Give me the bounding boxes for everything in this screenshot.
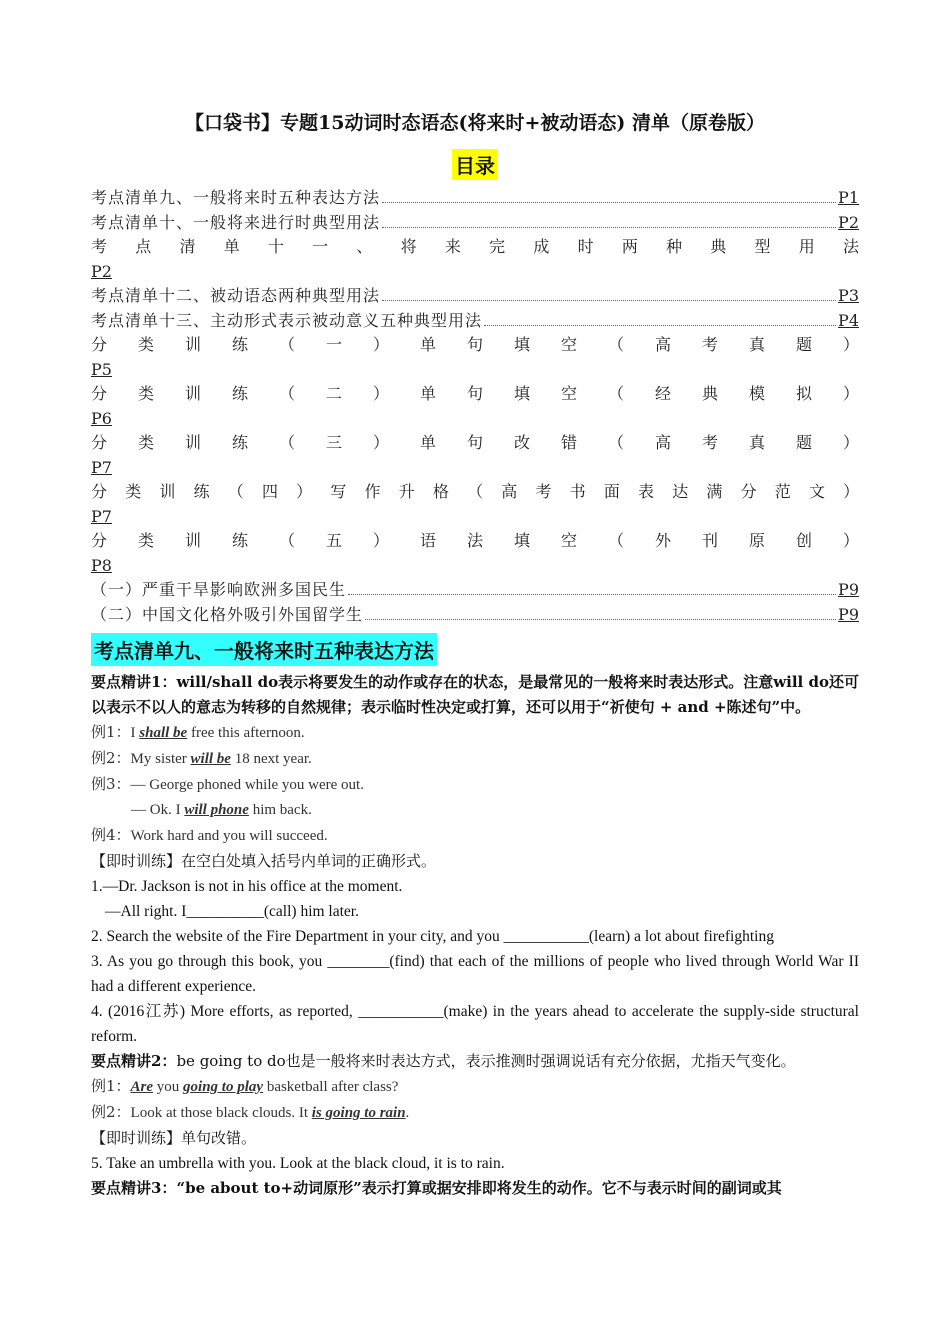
toc-entry-text: 分 类 训 练 （ 五 ） 语 法 填 空 （ 外 刊 原 创 ）: [91, 531, 860, 550]
practice-label: 【即时训练】单句改错。: [91, 1129, 257, 1147]
toc-entry[interactable]: 考点清单十三、主动形式表示被动意义五种典型用法 P4: [91, 309, 859, 334]
document-title: 【口袋书】专题15动词时态语态(将来时+被动语态) 清单（原卷版）: [185, 112, 765, 134]
toc-entry[interactable]: [91, 529, 859, 578]
toc-page-number: P1: [838, 188, 859, 207]
toc-page-number: P8: [91, 555, 112, 575]
toc-page-number: P3: [838, 286, 859, 305]
toc-entry-text: 分 类 训 练 （ 二 ） 单 句 填 空 （ 经 典 模 拟 ）: [91, 384, 860, 403]
question: 1.—Dr. Jackson is not in his office at the moment.: [91, 878, 403, 895]
toc-page-number: P2: [91, 261, 112, 281]
example: — Ok. I will phone him back.: [131, 802, 312, 818]
toc-entry[interactable]: [91, 431, 859, 480]
toc-entry[interactable]: （二）中国文化格外吸引外国留学生 P9: [91, 603, 859, 628]
toc-page-number: P9: [838, 580, 859, 599]
section-heading: 考点清单九、一般将来时五种表达方法: [91, 633, 437, 666]
key-point-3: 要点精讲3：“be about to+动词原形”表示打算或据安排即将发生的动作。它不与表示时间的副词或其: [91, 1179, 782, 1197]
example: 例1：Are you going to play basketball after class?: [91, 1077, 399, 1095]
example: 例1：I shall be free this afternoon.: [91, 723, 305, 741]
toc-entry[interactable]: 考点清单九、一般将来时五种表达方法 P1: [91, 186, 859, 211]
toc-entry-text: 分 类 训 练 （ 一 ） 单 句 填 空 （ 高 考 真 题 ）: [91, 335, 860, 354]
question: —All right. I__________(call) him later.: [105, 903, 359, 920]
practice-label: 【即时训练】在空白处填入括号内单词的正确形式。: [91, 852, 437, 870]
toc-entry[interactable]: （一）严重干旱影响欧洲多国民生 P9: [91, 578, 859, 603]
toc-entry-text: 分 类 训 练 （ 四 ） 写 作 升 格 （ 高 考 书 面 表 达 满 分 范 文 ）: [91, 482, 860, 501]
toc-entry-text: 考 点 清 单 十 一 、 将 来 完 成 时 两 种 典 型 用 法: [91, 237, 859, 256]
toc-page-number: P7: [91, 506, 112, 526]
key-point-2: 要点精讲2：be going to do也是一般将来时表达方式，表示推测时强调说话有充分依据，尤指天气变化。: [91, 1052, 796, 1070]
question: 2. Search the website of the Fire Department in your city, and you ___________(learn) a lot about firefighting: [91, 928, 774, 945]
toc-page-number: P4: [838, 310, 859, 330]
example: 例3：— George phoned while you were out.: [91, 775, 364, 793]
toc-entry[interactable]: [91, 382, 859, 431]
table-of-contents: [91, 186, 859, 627]
toc-page-number: P7: [91, 457, 112, 477]
example: 例4：Work hard and you will succeed.: [91, 826, 328, 844]
example: 例2：My sister will be 18 next year.: [91, 749, 312, 767]
key-point-1: 要点精讲1：will/shall do表示将要发生的动作或存在的状态，是最常见的一般将来时表达形式。注意will do还可以表示不以人的意志为转移的自然规律；表示临时性决定或打算，还可以用于“祈使句 + and +陈述句”中。: [91, 673, 859, 716]
example: 例2：Look at those black clouds. It is going to rain.: [91, 1103, 410, 1121]
toc-page-number: P5: [91, 359, 112, 379]
toc-page-number: P9: [838, 604, 859, 624]
toc-entry[interactable]: [91, 333, 859, 382]
toc-heading: 目录: [452, 149, 498, 180]
document-page: [91, 100, 859, 1201]
toc-entry[interactable]: 考点清单十二、被动语态两种典型用法 P3: [91, 284, 859, 309]
toc-entry-text: 分 类 训 练 （ 三 ） 单 句 改 错 （ 高 考 真 题 ）: [91, 433, 860, 452]
toc-entry[interactable]: [91, 480, 859, 529]
question: 5. Take an umbrella with you. Look at the black cloud, it is to rain.: [91, 1155, 505, 1172]
question: 3. As you go through this book, you ________(find) that each of the millions of people who lived through World War II had a different experience.: [91, 953, 859, 995]
toc-page-number: P2: [838, 212, 859, 232]
toc-entry[interactable]: 考点清单十、一般将来进行时典型用法 P2: [91, 211, 859, 236]
question: 4. (2016江苏) More efforts, as reported, ___________(make) in the years ahead to accelerate the supply-side structural reform.: [91, 1003, 859, 1045]
toc-entry[interactable]: [91, 235, 859, 284]
toc-page-number: P6: [91, 408, 112, 428]
